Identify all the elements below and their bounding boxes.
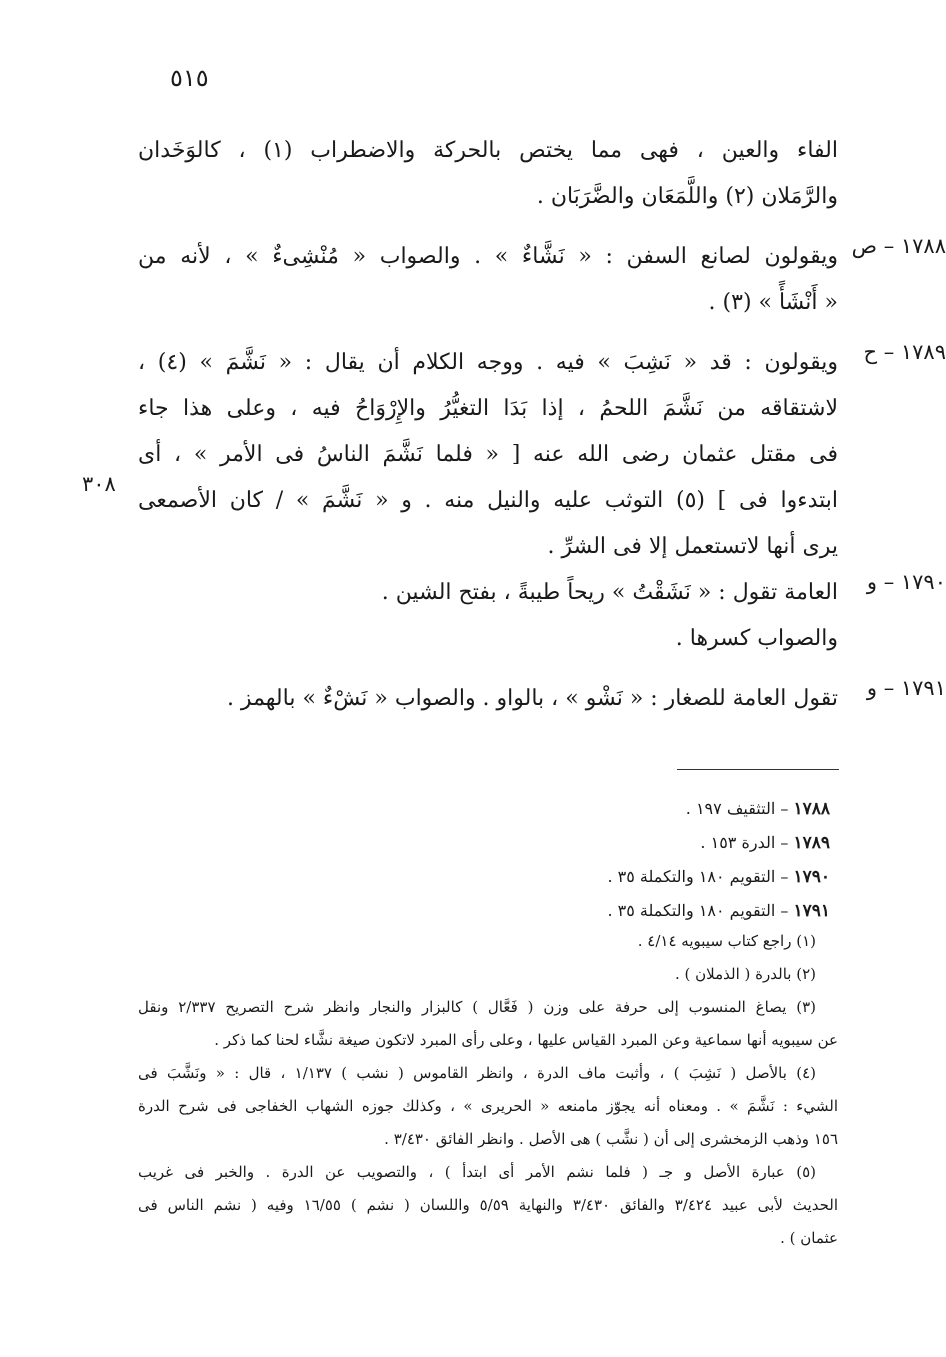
text-line: تقول العامة للصغار : « نَشْو » ، بالواو . والصواب « نَشْءٌ » بالهمز . — [226, 686, 838, 711]
reference-line: ١٧٨٨ – التثقيف ١٩٧ . — [685, 799, 830, 819]
entry-1789 — [138, 340, 946, 570]
text-line: ابتدءوا فى ] (٥) التوثب عليه والنيل منه . و « نَشَّمَ » / كان الأصمعى — [138, 488, 838, 513]
footnotes — [138, 925, 838, 1255]
text-line: فى مقتل عثمان رضى الله عنه [ « فلما نَشَّمَ الناسُ فى الأمر » ، أى — [138, 442, 838, 467]
footnote-line: الشيء : نَشَّمَ » . ومعناه أنه يجوّز مامنعه « الحريرى » ، وكذلك جوزه الشهاب الخفاجى فى شرح الدرة — [138, 1097, 838, 1115]
footnote-line: (١) راجع كتاب سيبويه ٤/١٤ . — [637, 932, 816, 950]
footnote-line: ١٥٦ وذهب الزمخشرى إلى أن ( نشَّب ) هى الأصل . وانظر الفائق ٣/٤٣٠ . — [384, 1130, 838, 1148]
footnote-line: (٥) عبارة الأصل و جـ ( فلما نشم الأمر أى ابتدأ ) ، والتصويب عن الدرة . والخبر فى غريب — [138, 1163, 816, 1181]
source-references — [500, 792, 830, 928]
text-line: ويقولون لصانع السفن : « نَشَّاءٌ » . والصواب « مُنْشِىءٌ » ، لأنه من — [138, 244, 838, 269]
footnote-divider — [677, 769, 839, 770]
text-line: ويقولون : قد « نَشِبَ » فيه . ووجه الكلام أن يقال : « نَشَّمَ » (٤) ، — [138, 350, 838, 375]
footnote-line: (٢) بالدرة ( الذملان ) . — [675, 965, 816, 983]
entry-continuation — [138, 128, 838, 220]
main-text — [138, 128, 946, 722]
footnote-line: الحديث لأبى عبيد ٣/٤٢٤ والفائق ٣/٤٣٠ والنهاية ٥/٥٩ واللسان ( نشم ) ١٦/٥٥ وفيه ( نشم الناس فى — [138, 1196, 838, 1214]
text-line: « أَنْشَأً » (٣) . — [708, 290, 838, 315]
text-line: العامة تقول : « نَشَقْتُ » ريحاً طيبةً ، بفتح الشين . — [381, 580, 838, 605]
reference-line: ١٧٨٩ – الدرة ١٥٣ . — [700, 833, 830, 853]
text-line: والرَّمَلان (٢) واللَّمَعَان والضَّرَبَان . — [536, 184, 838, 209]
footnote-line: عثمان ) . — [780, 1229, 838, 1247]
footnote-line: (٣) يصاغ المنسوب إلى حرفة على وزن ( فَعَّال ) كالبزار والنجار وانظر شرح التصريح ٢/٣٣٧ ونقل — [138, 998, 816, 1016]
entry-1788 — [138, 234, 946, 326]
text-line: الفاء والعين ، فهى مما يختص بالحركة والاضطراب (١) ، كالوَخَدان — [138, 138, 838, 163]
entry-number: ١٧٩١ – و — [866, 676, 946, 700]
entry-1791 — [138, 676, 946, 722]
footnote-line: (٤) بالأصل ( نَشِبَ ) ، وأثبت ماف الدرة ، وانظر القاموس ( نشب ) ١/١٣٧ ، قال : « ونَشَّبَ فى — [138, 1064, 816, 1082]
entry-number: ١٧٩٠ – و — [866, 570, 946, 594]
entry-1790 — [138, 570, 946, 662]
footnote-line: عن سيبويه أنها سماعية وعن المبرد القياس عليها ، وعلى رأى المبرد لاتكون صيغة نشَّاء لحنا كما ذكر . — [214, 1031, 838, 1049]
reference-line: ١٧٩١ – التقويم ١٨٠ والتكملة ٣٥ . — [607, 901, 830, 921]
text-line: يرى أنها لاتستعمل إلا فى الشرِّ . — [547, 534, 838, 559]
entry-number: ١٧٨٨ – ص — [851, 234, 946, 258]
text-line: لاشتقاقه من نَشَّمَ اللحمُ ، إذا بَدَا التغيُّرُ والإِرْوَاحُ فيه ، وعلى هذا جاء — [138, 396, 838, 421]
entry-number: ١٧٨٩ – ح — [863, 340, 946, 364]
reference-line: ١٧٩٠ – التقويم ١٨٠ والتكملة ٣٥ . — [607, 867, 830, 887]
page-number: ٥١٥ — [170, 64, 209, 92]
text-line: والصواب كسرها . — [675, 626, 838, 651]
margin-page-reference: ٣٠٨ — [82, 472, 116, 496]
